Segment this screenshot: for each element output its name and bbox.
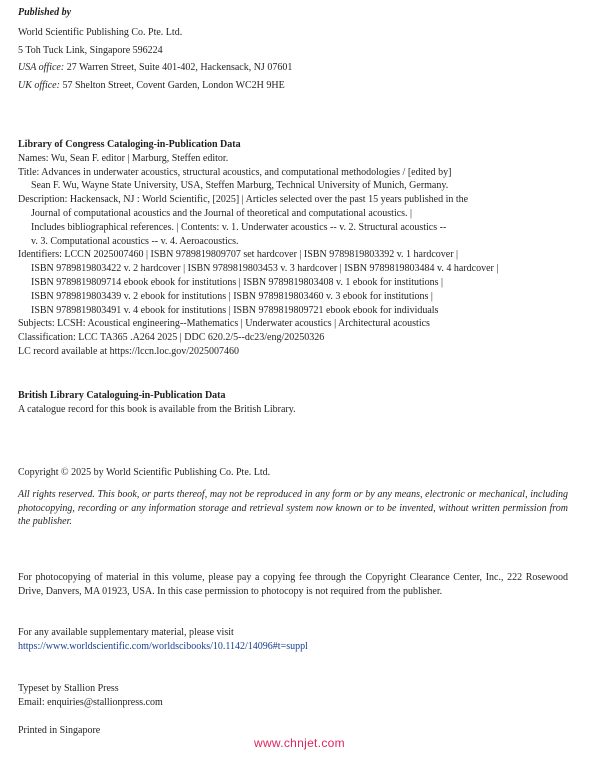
loc-description-line-2: Journal of computational acoustics and the Journal of theoretical and computational acoustics. | xyxy=(31,207,413,219)
loc-identifiers-line-3: ISBN 9789819809714 ebook ebook for institutions | ISBN 9789819803408 v. 1 ebook for institutions | xyxy=(31,276,443,288)
supplementary-text: For any available supplementary material, please visit xyxy=(18,627,234,638)
rights-statement: All rights reserved. This book, or parts thereof, may not be reproduced in any form or by any means, electronic or mechanical, including photocopying, recording or any information storage and retrieval system now known or to be invented, without written permission from the publisher. xyxy=(18,488,568,528)
loc-heading: Library of Congress Cataloging-in-Publication Data xyxy=(18,139,241,150)
loc-identifiers-line-1: Identifiers: LCCN 2025007460 | ISBN 9789819809707 set hardcover | ISBN 9789819803392 v. 1 hardcover | xyxy=(18,249,459,261)
loc-classification: Classification: LCC TA365 .A264 2025 | DDC 620.2/5--dc23/eng/20250326 xyxy=(18,332,325,344)
loc-cip-block xyxy=(18,138,568,359)
uk-office-label: UK office: xyxy=(18,80,60,92)
loc-description-line-3: Includes bibliographical references. | Contents: v. 1. Underwater acoustics -- v. 2. Structural acoustics -- xyxy=(31,221,447,233)
published-by-heading: Published by xyxy=(18,7,72,18)
loc-subjects: Subjects: LCSH: Acoustical engineering--Mathematics | Underwater acoustics | Architectural acoustics xyxy=(18,318,430,330)
loc-title-line-1: Title: Advances in underwater acoustics, structural acoustics, and computational methodologies / [edited by] xyxy=(18,166,452,178)
bl-heading: British Library Cataloguing-in-Publication Data xyxy=(18,390,226,401)
publisher-name: World Scientific Publishing Co. Pte. Ltd. xyxy=(18,26,183,38)
uk-office-line xyxy=(18,79,568,93)
loc-title-line-2: Sean F. Wu, Wayne State University, USA, Steffen Marburg, Technical University of Munich, Germany. xyxy=(31,180,449,192)
publisher-address: 5 Toh Tuck Link, Singapore 596224 xyxy=(18,44,163,56)
usa-office-label: USA office: xyxy=(18,62,65,74)
loc-names: Names: Wu, Sean F. editor | Marburg, Steffen editor. xyxy=(18,152,229,164)
typeset-block xyxy=(18,682,568,710)
printed-in: Printed in Singapore xyxy=(18,725,101,736)
typeset-email: Email: enquiries@stallionpress.com xyxy=(18,696,163,708)
copyright-block xyxy=(18,466,568,529)
usa-office-address: 27 Warren Street, Suite 401-402, Hackensack, NJ 07601 xyxy=(66,62,293,74)
usa-office-line xyxy=(18,61,568,75)
photocopy-block xyxy=(18,571,568,599)
loc-identifiers-line-4: ISBN 9789819803439 v. 2 ebook for institutions | ISBN 9789819803460 v. 3 ebook for institutions | xyxy=(31,290,433,302)
copyright-line: Copyright © 2025 by World Scientific Publishing Co. Pte. Ltd. xyxy=(18,467,271,478)
publisher-block xyxy=(18,6,568,93)
uk-office-address: 57 Shelton Street, Covent Garden, London WC2H 9HE xyxy=(62,80,285,92)
loc-description-line-4: v. 3. Computational acoustics -- v. 4. Aeroacoustics. xyxy=(31,235,239,247)
bl-text: A catalogue record for this book is available from the British Library. xyxy=(18,403,296,415)
watermark-text: www.chnjet.com xyxy=(254,736,345,750)
supplementary-block xyxy=(18,626,568,654)
loc-description-line-1: Description: Hackensack, NJ : World Scientific, [2025] | Articles selected over the past 15 years published in the xyxy=(18,194,469,206)
supplementary-link[interactable]: https://www.worldscientific.com/worldscibooks/10.1142/14096#t=suppl xyxy=(18,640,308,652)
photocopy-text: For photocopying of material in this volume, please pay a copying fee through the Copyright Clearance Center, Inc., 222 Rosewood Drive, Danvers, MA 01923, USA. In this case permission to photocopy is not required from the publisher. xyxy=(18,572,568,597)
loc-identifiers-line-2: ISBN 9789819803422 v. 2 hardcover | ISBN 9789819803453 v. 3 hardcover | ISBN 9789819803484 v. 4 hardcover | xyxy=(31,263,499,275)
bl-cip-block xyxy=(18,389,568,417)
loc-record: LC record available at https://lccn.loc.gov/2025007460 xyxy=(18,345,240,357)
typeset-by: Typeset by Stallion Press xyxy=(18,683,119,694)
loc-identifiers-line-5: ISBN 9789819803491 v. 4 ebook for institutions | ISBN 9789819809721 ebook ebook for individuals xyxy=(31,304,439,316)
